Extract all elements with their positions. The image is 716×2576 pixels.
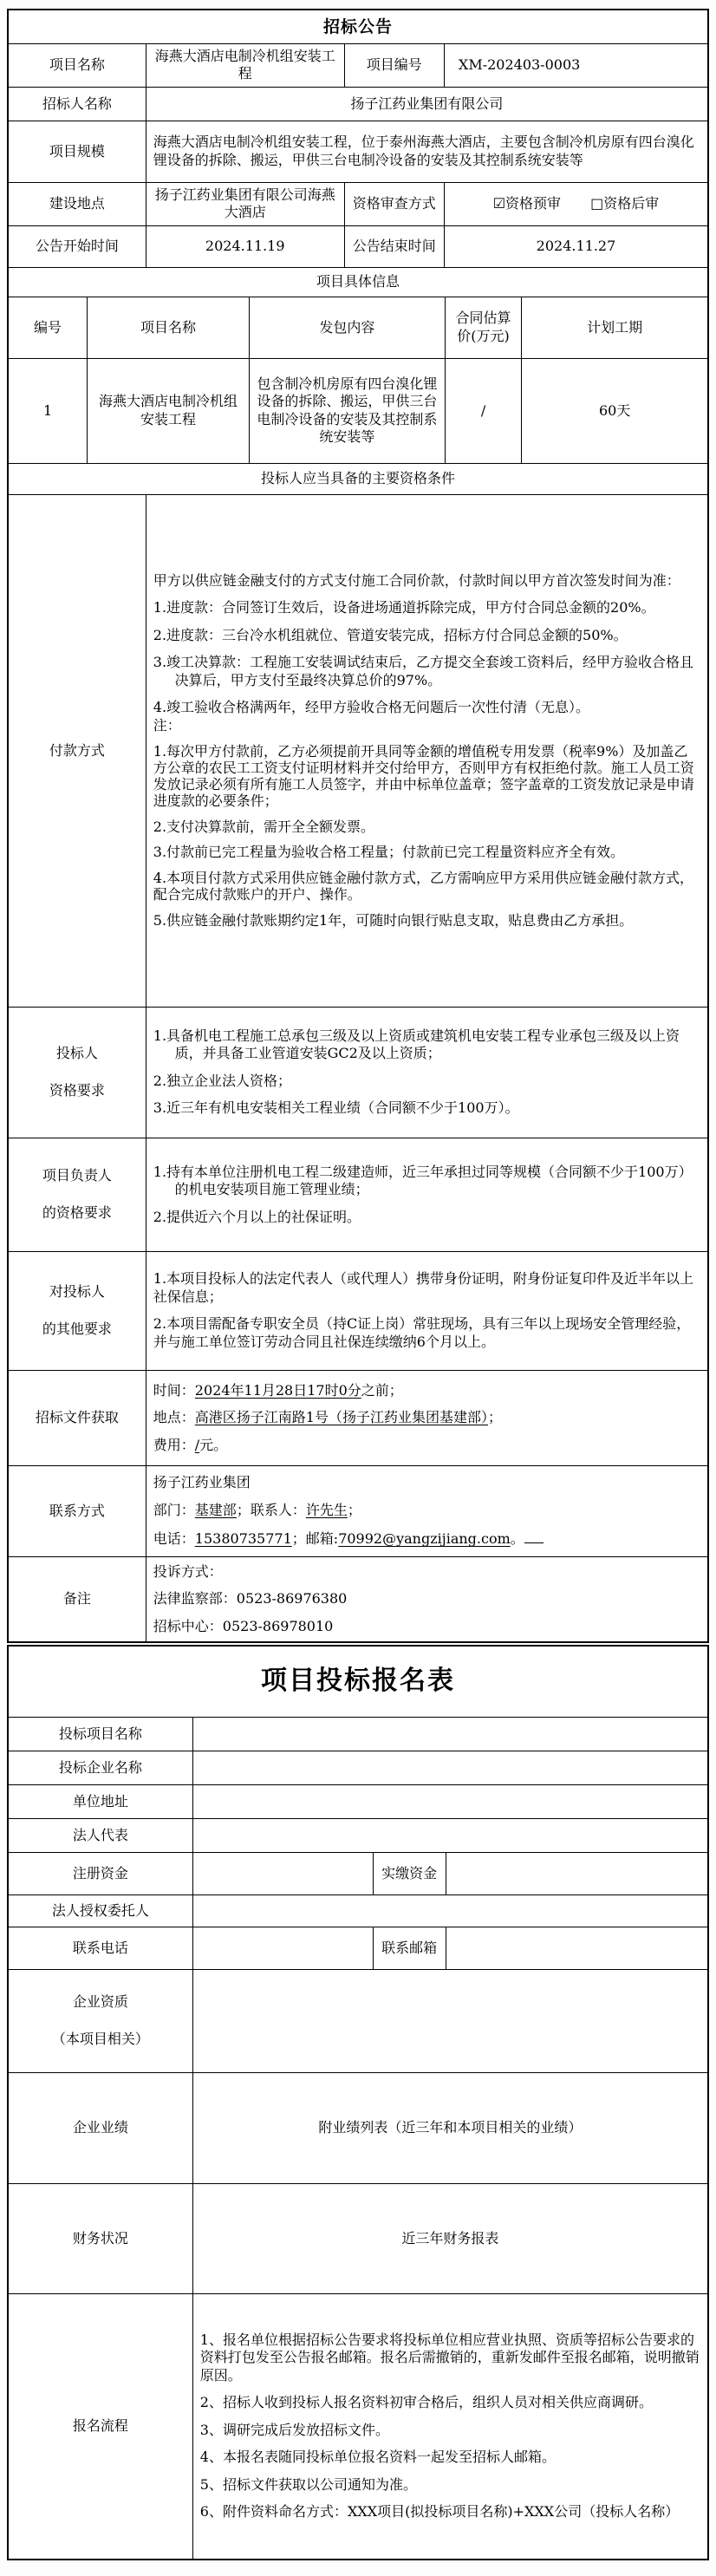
contact-phone-label: 联系电话 (9, 1927, 193, 1969)
company-address-label: 单位地址 (9, 1785, 193, 1818)
bidder-qual-content (146, 1008, 707, 1138)
other-req-label-line1: 对投标人 (49, 1283, 105, 1301)
payment-method-content (146, 495, 707, 1007)
tenderee-label: 招标人名称 (9, 88, 146, 121)
legal-rep-value (193, 1819, 707, 1852)
other-req-list (153, 1270, 700, 1351)
company-qualification-label (9, 1970, 193, 2072)
project-name-value: 海燕大酒店电制冷机组安装工程 (146, 44, 345, 87)
paid-capital-label: 实缴资金 (374, 1853, 446, 1895)
bidder-qual-item: 3.近三年有机电安装相关工程业绩（合同额不少于100万）。 (153, 1099, 519, 1117)
remark-lines (153, 1563, 348, 1635)
company-qualification-label-line2: （本项目相关） (51, 2030, 149, 2047)
project-name-label: 项目名称 (9, 44, 146, 87)
doc-obtain-label: 招标文件获取 (9, 1371, 146, 1465)
scale-label: 项目规模 (9, 121, 146, 182)
contact-email-value (446, 1927, 707, 1969)
authorized-attorney-label: 法人授权委托人 (9, 1895, 193, 1927)
payment-term: 4.竣工验收合格满两年，经甲方验收合格无问题后一次性付清（无息）。 (153, 699, 590, 716)
contact-label: 联系方式 (9, 1466, 146, 1556)
contact-email-label: 联系邮箱 (374, 1927, 446, 1969)
bidder-qual-item: 2.独立企业法人资格； (153, 1072, 292, 1089)
registration-process-content (193, 2294, 707, 2559)
registration-process-step: 1、报名单位根据招标公告要求将投标单位相应营业执照、资质等招标公告要求的资料打包发至公告报名邮箱。报名后需撤销的，重新发邮件至报名邮箱，说明撤销原因。 (199, 2331, 700, 2384)
payment-note: 4.本项目付款方式采用供应链金融付款方式，乙方需响应甲方采用供应链金融付款方式，配合完成付款账户的开户、操作。 (153, 870, 694, 903)
prequalification-option: 资格预审 (505, 195, 562, 212)
authorized-attorney-value (193, 1895, 707, 1927)
registration-process-step: 6、附件资料命名方式：XXX项目(拟投标项目名称)+XXX公司（投标人名称） (199, 2503, 680, 2521)
bidder-qual-list (153, 1027, 700, 1118)
details-table-row (9, 359, 707, 464)
contact-phone-email: 电话：15380735771；邮箱:70992@yangzijiang.com。 (153, 1529, 544, 1548)
pm-qual-item: 1.持有本单位注册机电工程二级建造师，近三年承担过同等规模（合同额不少于100万）的机电安装项目施工管理业绩； (153, 1163, 693, 1198)
contact-company: 扬子江药业集团 (153, 1474, 251, 1491)
registered-capital-label: 注册资金 (9, 1853, 193, 1895)
legal-rep-label: 法人代表 (9, 1819, 193, 1852)
end-time-label: 公告结束时间 (345, 226, 445, 267)
registration-title: 项目投标报名表 (261, 1666, 455, 1697)
payment-note: 3.付款前已完工程量为验收合格工程量；付款前已完工程量资料应齐全有效。 (153, 844, 625, 861)
other-req-content (146, 1252, 707, 1370)
registration-process-step: 5、招标文件获取以公司通知为准。 (199, 2475, 417, 2493)
details-col-name: 项目名称 (88, 297, 250, 358)
details-cell-name: 海燕大酒店电制冷机组安装工程 (88, 359, 250, 463)
registered-capital-value (193, 1853, 374, 1895)
payment-term: 1.进度款：合同签订生效后，设备进场通道拆除完成，甲方付合同总金额的20%。 (153, 599, 655, 616)
tenderee-value: 扬子江药业集团有限公司 (350, 95, 504, 112)
registration-process-step: 4、本报名表随同投标单位报名资料一起发至招标人邮箱。 (199, 2449, 556, 2466)
pm-qual-label (9, 1138, 146, 1251)
details-col-duration: 计划工期 (587, 318, 643, 336)
company-performance-value: 附业绩列表（近三年和本项目相关的业绩） (318, 2119, 583, 2136)
contact-content (146, 1466, 707, 1556)
location-value: 扬子江药业集团有限公司海燕大酒店 (146, 183, 345, 225)
payment-terms-list (153, 599, 700, 716)
bidder-qual-label-line1: 投标人 (55, 1045, 98, 1062)
details-col-no: 编号 (9, 297, 88, 358)
paid-capital-value (446, 1853, 707, 1895)
contact-email-link: 70992@yangzijiang.com (338, 1530, 511, 1548)
pm-qual-label-line2: 的资格要求 (42, 1203, 112, 1221)
postqualification-option: 资格后审 (603, 195, 660, 212)
pm-qual-content (146, 1138, 707, 1251)
bid-registration-table (7, 1645, 709, 2560)
remark-line: 投诉方式： (153, 1562, 223, 1580)
registration-process-step: 3、调研完成后发放招标文件。 (199, 2421, 389, 2438)
payment-method-label: 付款方式 (9, 495, 146, 1007)
scale-value: 海燕大酒店电制冷机组安装工程，位于泰州海燕大酒店，主要包含制冷机房原有四台溴化锂设备的拆除、搬运，甲供三台电制冷设备的安装及其控制系统安装等 (153, 134, 694, 168)
remark-label: 备注 (9, 1557, 146, 1641)
start-time-label: 公告开始时间 (9, 226, 146, 267)
start-time-value: 2024.11.19 (146, 226, 345, 267)
doc-obtain-fee: 费用：/元。 (153, 1436, 228, 1453)
payment-term: 3.竣工决算款：工程施工安装调试结束后，乙方提交全套竣工资料后，经甲方验收合格且决算后，甲方支付至最终决算总价的97%。 (153, 654, 694, 688)
details-cell-content: 包含制冷机房原有四台溴化锂设备的拆除、搬运，甲供三台电制冷设备的安装及其控制系统安装等 (250, 359, 446, 463)
company-qualification-value (193, 1970, 707, 2072)
payment-term: 2.进度款：三台冷水机组就位、管道安装完成，招标方付合同总金额的50%。 (153, 626, 628, 643)
company-performance-label: 企业业绩 (9, 2073, 193, 2183)
pm-qual-item: 2.提供近六个月以上的社保证明。 (153, 1208, 361, 1225)
doc-obtain-place: 地点：高港区扬子江南路1号（扬子江药业集团基建部）； (153, 1409, 502, 1426)
details-cell-no: 1 (9, 359, 88, 463)
doc-obtain-content (146, 1371, 707, 1465)
details-header: 项目具体信息 (316, 273, 400, 290)
financial-status-value: 近三年财务报表 (401, 2229, 499, 2247)
other-req-label (9, 1252, 146, 1370)
contact-dept-person: 部门：基建部；联系人：许先生； (153, 1501, 361, 1518)
remark-line: 法律监察部：0523-86976380 (153, 1590, 348, 1608)
bid-company-name-label: 投标企业名称 (9, 1751, 193, 1784)
other-req-label-line2: 的其他要求 (42, 1320, 112, 1337)
project-no-value: XM-202403-0003 (458, 56, 581, 74)
payment-note-title: 注： (153, 716, 181, 734)
bid-project-name-value (193, 1718, 707, 1751)
registration-process-label: 报名流程 (9, 2294, 193, 2559)
project-no-label: 项目编号 (345, 44, 445, 87)
location-label: 建设地点 (9, 183, 146, 225)
registration-process-list (200, 2331, 700, 2521)
other-req-item: 1.本项目投标人的法定代表人（或代理人）携带身份证明，附身份证复印件及近半年以上社保信息； (153, 1270, 694, 1305)
payment-note: 5.供应链金融付款账期约定1年，可随时向银行贴息支取，贴息费由乙方承担。 (153, 912, 634, 929)
bid-project-name-label: 投标项目名称 (9, 1718, 193, 1751)
qualification-conditions-header: 投标人应当具备的主要资格条件 (260, 470, 455, 487)
unchecked-checkbox-icon: □ (590, 195, 604, 212)
checked-checkbox-icon: ☑ (492, 195, 506, 212)
announcement-title: 招标公告 (322, 16, 393, 36)
details-col-price: 合同估算价(万元) (446, 297, 523, 358)
company-address-value (193, 1785, 707, 1818)
bidder-qual-item: 1.具备机电工程施工总承包三级及以上资质或建筑机电安装工程专业承包三级及以上资质，并具备工业管道安装GC2及以上资质； (153, 1027, 680, 1062)
qual-review-value (445, 183, 707, 225)
end-time-value: 2024.11.27 (536, 238, 616, 255)
bid-company-name-value (193, 1751, 707, 1784)
company-qualification-label-line1: 企业资质 (72, 1993, 128, 2011)
bidder-qual-label (9, 1008, 146, 1138)
details-cell-duration: 60天 (599, 401, 631, 419)
bidder-qual-label-line2: 资格要求 (49, 1081, 105, 1099)
details-col-content: 发包内容 (250, 297, 446, 358)
payment-note: 2.支付决算款前，需开全全额发票。 (153, 818, 375, 835)
financial-status-label: 财务状况 (9, 2184, 193, 2293)
payment-note: 1.每次甲方付款前，乙方必须提前开具同等金额的增值税专用发票（税率9%）及加盖乙方公章的农民工工资支付证明材料并交付给甲方，否则甲方有权拒绝付款。施工人员工资发放记录必须有所有施工人员签字，并由中标单位盖章；签字盖章的工资发放记录是申请进度款的必要条件； (153, 743, 694, 809)
contact-phone-value (193, 1927, 374, 1969)
qual-review-label: 资格审查方式 (345, 183, 445, 225)
registration-process-step: 2、招标人收到投标人报名资料初审合格后，组织人员对相关供应商调研。 (199, 2394, 653, 2411)
pm-qual-label-line1: 项目负责人 (42, 1167, 112, 1184)
details-cell-price: / (446, 359, 523, 463)
doc-obtain-time: 时间：2024年11月28日17时0分之前； (153, 1381, 403, 1399)
pm-qual-list (153, 1164, 700, 1226)
tender-announcement-table (7, 9, 709, 1643)
other-req-item: 2.本项目需配备专职安全员（持C证上岗）常驻现场，具有三年以上现场安全管理经验，并与施工单位签订劳动合同且社保连续缴纳6个月以上。 (153, 1315, 691, 1350)
payment-intro: 甲方以供应链金融支付的方式支付施工合同价款，付款时间以甲方首次签发时间为准： (153, 571, 680, 589)
blank-underline (524, 1529, 544, 1543)
remark-line: 招标中心：0523-86978010 (153, 1617, 334, 1634)
payment-notes-list (153, 744, 700, 929)
remark-content (146, 1557, 707, 1641)
